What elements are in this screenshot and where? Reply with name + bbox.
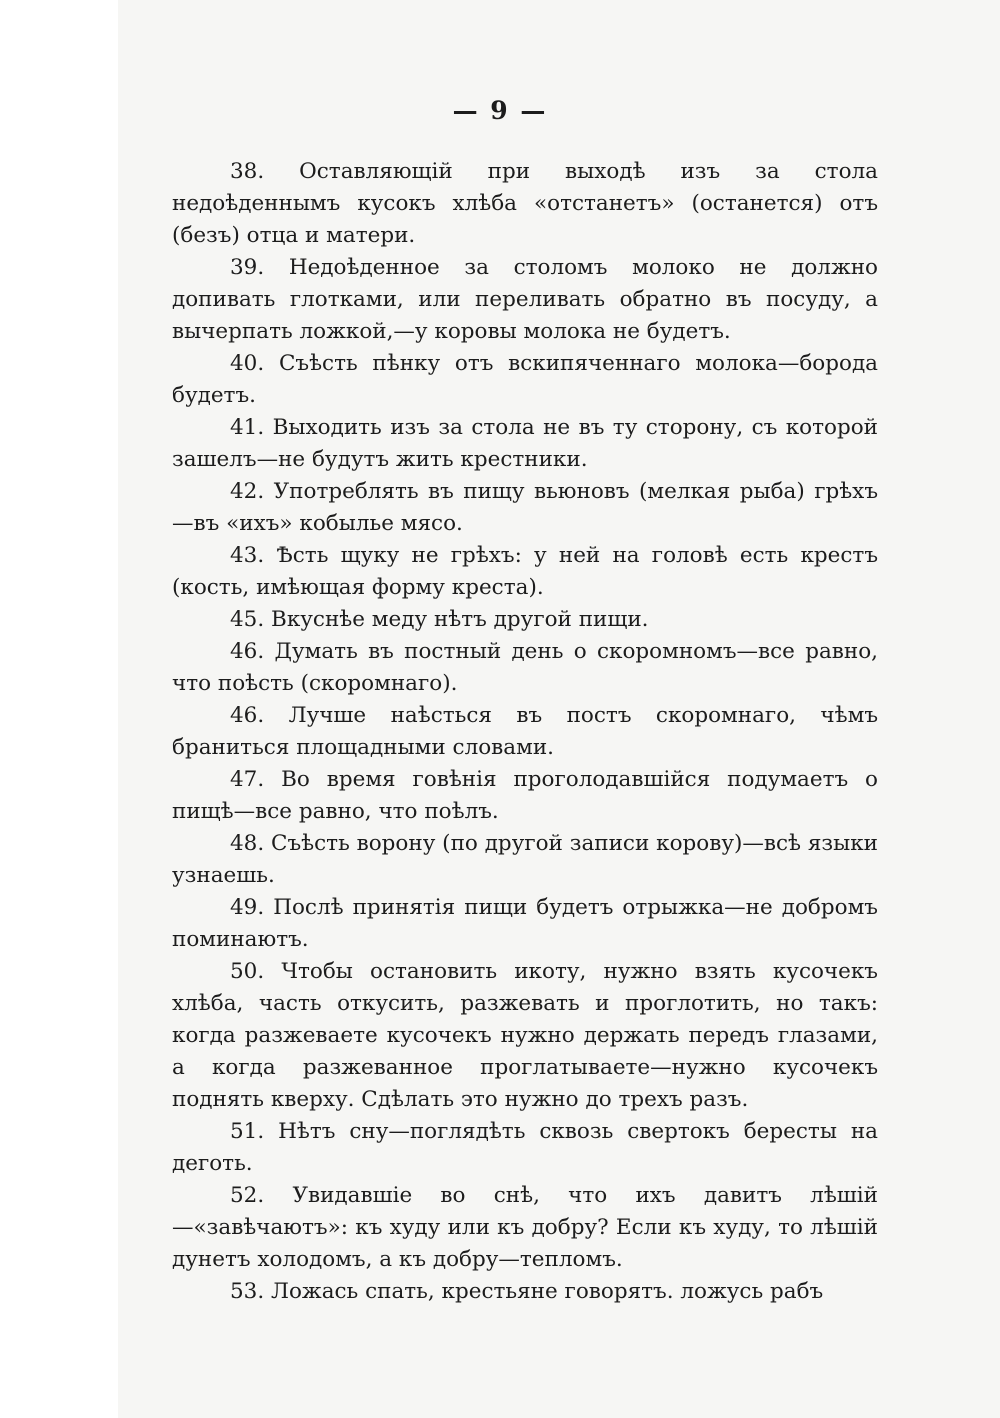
entry-49: 49. Послѣ принятія пищи будетъ отрыжка—не добромъ поминаютъ. — [172, 895, 878, 952]
entry-38: 38. Оставляющій при выходѣ изъ за стола недоѣденнымъ кусокъ хлѣба «отстанетъ» (останется) отъ (безъ) отца и матери. — [172, 159, 878, 248]
entry-46b: 46. Лучше наѣсться въ постъ скоромнаго, чѣмъ браниться площадными словами. — [172, 703, 878, 760]
entry-39: 39. Недоѣденное за столомъ молоко не должно допивать глотками, или переливать обратно въ посуду, а вычерпать ложкой,—у коровы молока не будетъ. — [172, 255, 878, 344]
entry-47: 47. Во время говѣнія проголодавшійся подумаетъ о пищѣ—все равно, что поѣлъ. — [172, 767, 878, 824]
entry-41: 41. Выходить изъ за стола не въ ту сторону, съ которой зашелъ—не будутъ жить крестники. — [172, 415, 878, 472]
entry-48: 48. Съѣсть ворону (по другой записи корову)—всѣ языки узнаешь. — [172, 831, 878, 888]
page-body — [172, 156, 878, 1308]
entry-43: 43. Ѣсть щуку не грѣхъ: у ней на головѣ есть крестъ (кость, имѣющая форму креста). — [172, 543, 878, 600]
entry-51: 51. Нѣтъ сну—поглядѣть сквозь свертокъ бересты на деготь. — [172, 1119, 878, 1176]
page-number: — 9 — — [452, 96, 548, 125]
entry-46a: 46. Думать въ постный день о скоромномъ—все равно, что поѣсть (скоромнаго). — [172, 639, 878, 696]
entry-52: 52. Увидавшіе во снѣ, что ихъ давитъ лѣшій—«завѣчаютъ»: къ худу или къ добру? Если къ худу, то лѣшій дунетъ холодомъ, а къ добру—тепломъ. — [172, 1183, 878, 1272]
entry-50: 50. Чтобы остановить икоту, нужно взять кусочекъ хлѣба, часть откусить, разжевать и проглотить, но такъ: когда разжеваете кусочекъ нужно держать передъ глазами, а когда разжеванное проглатываете—нужно кусочекъ поднять кверху. Сдѣлать это нужно до трехъ разъ. — [172, 959, 878, 1112]
entry-40: 40. Съѣсть пѣнку отъ вскипяченнаго молока—борода будетъ. — [172, 351, 878, 408]
entry-53: 53. Ложась спать, крестьяне говорятъ. ложусь рабъ — [230, 1279, 824, 1304]
entry-42: 42. Употреблять въ пищу вьюновъ (мелкая рыба) грѣхъ—въ «ихъ» кобылье мясо. — [172, 479, 878, 536]
entry-45: 45. Вкуснѣе меду нѣтъ другой пищи. — [230, 607, 649, 632]
